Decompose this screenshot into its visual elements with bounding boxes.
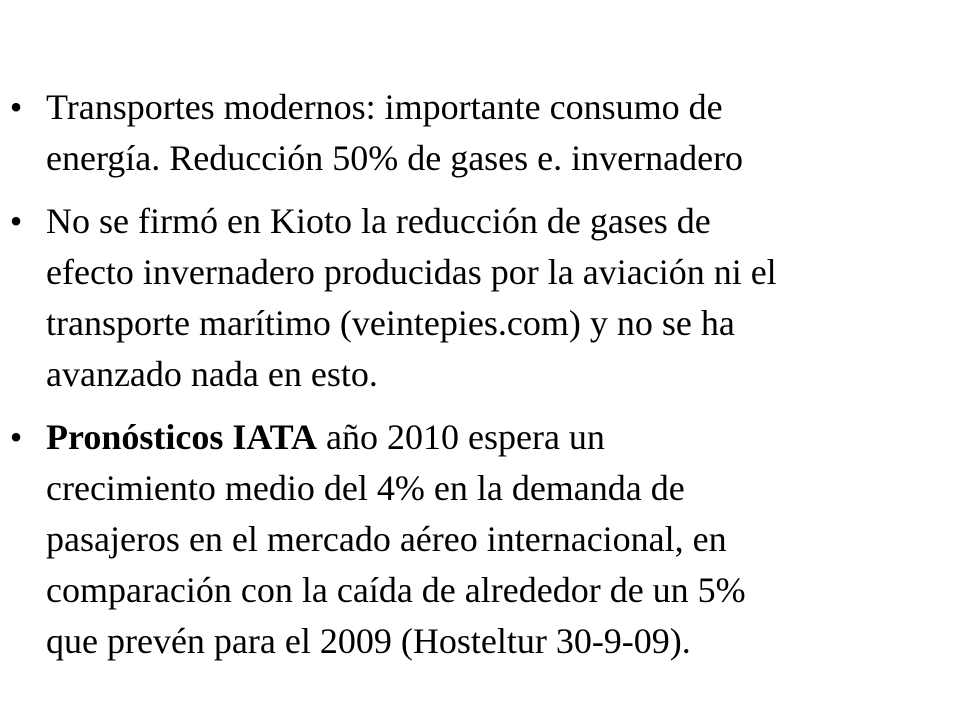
bullet-text-line: transporte marítimo (veintepies.com) y no se ha [46,303,735,343]
bullet-item-transportes [0,82,960,184]
bullet-text-line: avanzado nada en esto. [46,354,378,394]
bullet-text-line: pasajeros en el mercado aéreo internacional, en [46,519,727,559]
bullet-text-line: año 2010 espera un [317,417,605,457]
bullet-text-line: energía. Reducción 50% de gases e. invernadero [46,138,744,178]
bullet-icon: • [9,201,23,241]
bold-lead-text: Pronósticos IATA [46,417,318,457]
bullet-item-iata [0,412,960,667]
bullet-list [0,82,960,667]
bullet-text-line: efecto invernadero producidas por la aviación ni el [46,252,777,292]
bullet-icon: • [9,87,23,127]
bullet-item-kioto [0,196,960,400]
bullet-text-line: No se firmó en Kioto la reducción de gases de [46,201,711,241]
bullet-icon: • [9,417,23,457]
bullet-text-line: comparación con la caída de alrededor de un 5% [46,570,746,610]
bullet-text-line: que prevén para el 2009 (Hosteltur 30-9-09). [46,621,691,661]
bullet-text-line: crecimiento medio del 4% en la demanda de [46,468,685,508]
bullet-text-line: Transportes modernos: importante consumo de [46,87,723,127]
